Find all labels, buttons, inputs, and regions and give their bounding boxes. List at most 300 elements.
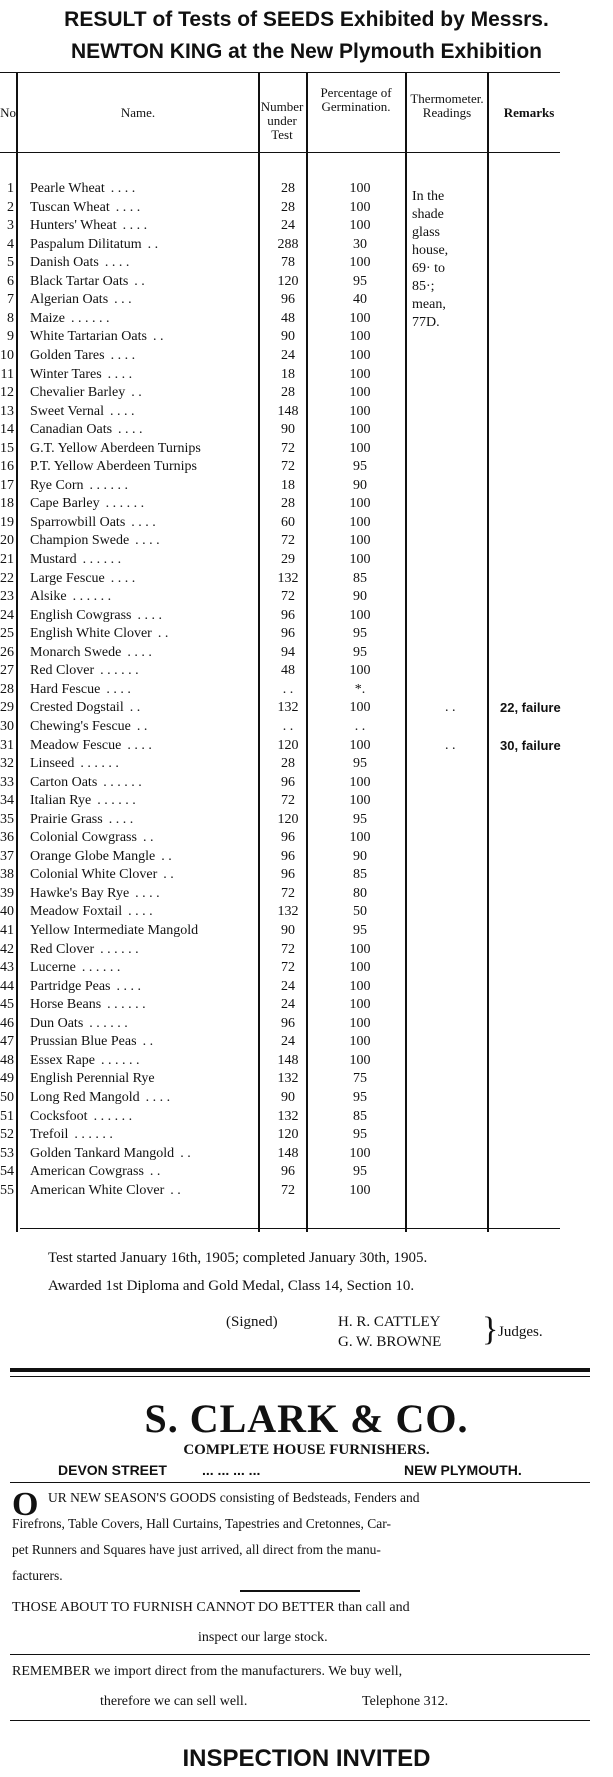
row-number: 19 [0, 514, 14, 530]
table-row [0, 291, 613, 309]
ad-paragraph-line: therefore we can sell well. [100, 1694, 248, 1709]
number-under-test: 28 [281, 496, 295, 512]
seed-name: Italian Rye [30, 793, 92, 809]
seed-name: Prussian Blue Peas [30, 1034, 137, 1050]
number-under-test: 72 [281, 533, 295, 549]
number-under-test: 148 [277, 1052, 299, 1068]
row-number: 3 [7, 218, 14, 234]
seed-name: Dun Oats [30, 1015, 84, 1031]
test-dates: Test started January 16th, 1905; completed January 30th, 1905. [48, 1250, 428, 1266]
leader-dots: . . . . [145, 1089, 171, 1105]
judges-label: Judges. [498, 1324, 543, 1340]
award-line: Awarded 1st Diploma and Gold Medal, Class 14, Section 10. [48, 1278, 415, 1294]
germination-percentage: 40 [353, 292, 367, 308]
row-number: 51 [0, 1108, 14, 1124]
germination-percentage: 100 [349, 941, 371, 957]
germination-percentage: 95 [353, 626, 367, 642]
header-no: No [0, 106, 16, 120]
table-row [0, 180, 613, 198]
table-row [0, 996, 613, 1014]
number-under-test: 90 [281, 422, 295, 438]
seed-name: Danish Oats [30, 255, 99, 271]
row-number: 1 [7, 181, 14, 196]
row-number: 42 [0, 941, 14, 957]
row-number: 15 [0, 440, 14, 456]
table-row [0, 458, 613, 476]
leader-dots: . . . . [135, 885, 160, 901]
leader-dots: . . . . . . [74, 1127, 113, 1143]
leader-dots: . . . . . . [89, 477, 128, 493]
table-row [0, 199, 613, 217]
number-under-test: 96 [281, 774, 295, 790]
number-under-test: 96 [281, 867, 295, 883]
thermometer-note-line: mean, [412, 297, 446, 312]
seed-name: G.T. Yellow Aberdeen Turnips [30, 440, 201, 456]
seed-name: Chevalier Barley [30, 385, 126, 401]
leader-dots: . . [161, 848, 172, 864]
leader-dots: . . . . . . [100, 1052, 140, 1068]
row-number: 25 [0, 626, 14, 642]
row-number: 7 [7, 292, 14, 308]
seed-name: Canadian Oats [30, 422, 113, 438]
seed-name: Partridge Peas [30, 978, 111, 994]
seed-name: Red Clover [30, 941, 95, 957]
germination-percentage: 95 [353, 1164, 367, 1180]
germination-percentage: 100 [349, 199, 371, 215]
header-percentage: Percentage of Germination. [320, 85, 392, 114]
germination-percentage: 80 [353, 885, 367, 901]
row-number: 55 [0, 1182, 14, 1198]
number-under-test: 18 [281, 477, 295, 493]
table-row [0, 737, 613, 755]
table-row [0, 681, 613, 699]
seed-name: Cocksfoot [30, 1108, 88, 1124]
ad-subtitle: COMPLETE HOUSE FURNISHERS. [183, 1442, 430, 1458]
table-row [0, 440, 613, 458]
number-under-test: 72 [281, 440, 295, 456]
row-number: 9 [7, 329, 14, 345]
number-under-test: 96 [281, 607, 295, 623]
ad-telephone: Telephone 312. [362, 1694, 449, 1709]
ad-paragraph-line: inspect our large stock. [198, 1630, 328, 1645]
row-number: 45 [0, 997, 14, 1013]
germination-percentage: 100 [349, 978, 371, 994]
seed-name: Trefoil [30, 1127, 69, 1143]
seed-name: English Cowgrass [30, 607, 132, 623]
row-number: 33 [0, 774, 14, 790]
germination-percentage: 100 [349, 737, 371, 753]
row-number: 24 [0, 607, 14, 623]
seed-name: Winter Tares [30, 366, 102, 382]
number-under-test: 48 [281, 663, 295, 679]
seed-name: Monarch Swede [30, 644, 122, 660]
row-number: 39 [0, 885, 14, 901]
germination-percentage: 95 [353, 273, 367, 289]
number-under-test: . . [282, 718, 294, 734]
germination-percentage: 100 [349, 366, 371, 382]
thermometer-note-line: In the [412, 189, 445, 204]
seed-name: Linseed [30, 756, 75, 772]
table-row [0, 273, 613, 291]
leader-dots: . . . . [107, 366, 133, 382]
header-thermometer: Thermometer. Readings [410, 91, 484, 120]
row-number: 31 [0, 737, 14, 753]
table-row [0, 829, 613, 847]
number-under-test: 28 [281, 756, 295, 772]
germination-percentage: 90 [353, 848, 367, 864]
leader-dots: . . . . . . [70, 310, 110, 326]
number-under-test: 132 [277, 570, 299, 586]
germination-percentage: 95 [353, 1127, 367, 1143]
table-row [0, 532, 613, 550]
table-row [0, 792, 613, 810]
row-number: 53 [0, 1145, 14, 1161]
seed-name: Carton Oats [30, 774, 98, 790]
thermometer-note-line: 77D. [412, 315, 440, 330]
seed-name: Paspalum Dilitatum [30, 236, 142, 252]
row-number: 13 [0, 403, 14, 419]
number-under-test: 29 [281, 552, 295, 567]
leader-dots: . . . . [131, 514, 156, 530]
germination-percentage: 30 [353, 236, 367, 252]
table-row [0, 588, 613, 606]
table-row [0, 366, 613, 384]
row-number: 23 [0, 589, 14, 605]
table-row [0, 495, 613, 513]
ad-paragraph-line: pet Runners and Squares have just arrived, all direct from the manu- [12, 1542, 381, 1557]
number-under-test: 24 [281, 997, 295, 1013]
leader-dots: . . . . . . [100, 663, 139, 679]
seed-name: Red Clover [30, 663, 95, 679]
leader-dots: . . [152, 329, 164, 345]
number-under-test: 78 [281, 255, 295, 271]
table-title-line-2: NEWTON KING at the New Plymouth Exhibition [71, 40, 542, 63]
table-top-rule [0, 72, 560, 73]
judge-2: G. W. BROWNE [338, 1334, 442, 1350]
ad-company-name: S. CLARK & CO. [144, 1396, 469, 1441]
number-under-test: 90 [281, 1089, 295, 1105]
leader-dots: . . [142, 1034, 154, 1050]
leader-dots: . . [170, 1182, 181, 1198]
leader-dots: . . . . [127, 737, 152, 753]
germination-percentage: 95 [353, 756, 367, 772]
table-row [0, 903, 613, 921]
leader-dots: . . . . [115, 199, 141, 215]
row-number: 14 [0, 422, 14, 438]
row-number: 2 [7, 199, 14, 215]
thermometer-note-line: 69· to [412, 261, 446, 276]
row-number: 6 [7, 273, 14, 289]
table-row [0, 1015, 613, 1033]
signed-label: (Signed) [226, 1314, 278, 1330]
table-row [0, 1052, 613, 1070]
leader-dots: . . [134, 273, 145, 289]
table-row [0, 885, 613, 903]
leader-dots: . . . . [108, 811, 134, 827]
leader-dots: . . . . . . [97, 793, 136, 809]
seed-name: American White Clover [30, 1182, 165, 1198]
ad-divider-thick [10, 1368, 590, 1372]
number-under-test: 96 [281, 626, 295, 642]
row-number: 8 [7, 310, 14, 326]
row-number: 29 [0, 700, 14, 716]
number-under-test: 120 [277, 811, 299, 827]
number-under-test: 72 [281, 589, 295, 605]
germination-percentage: 100 [349, 385, 371, 401]
row-number: 50 [0, 1089, 14, 1105]
number-under-test: 60 [281, 514, 295, 530]
table-row [0, 570, 613, 588]
row-number: 43 [0, 960, 14, 976]
germination-percentage: 100 [349, 329, 371, 345]
germination-percentage: 100 [349, 440, 371, 456]
germination-percentage: 100 [349, 422, 371, 438]
leader-dots: . . . . [110, 570, 136, 586]
table-row [0, 384, 613, 402]
number-under-test: 72 [281, 885, 295, 901]
thermometer-reading: . . [445, 700, 456, 716]
number-under-test: 132 [277, 700, 299, 716]
table-row [0, 1126, 613, 1144]
table-row [0, 644, 613, 662]
leader-dots: . . . . . . [81, 960, 121, 976]
row-number: 16 [0, 459, 14, 475]
ad-paragraph-line: UR NEW SEASON'S GOODS consisting of Bedsteads, Fenders and [48, 1490, 420, 1505]
table-row [0, 514, 613, 532]
thermometer-note-line: shade [412, 207, 444, 222]
leader-dots: . . . . [127, 644, 152, 660]
number-under-test: 132 [277, 1071, 299, 1087]
number-under-test: 148 [277, 1145, 299, 1161]
row-number: 35 [0, 811, 14, 827]
seed-name: Meadow Fescue [30, 737, 122, 753]
table-row [0, 922, 613, 940]
row-number: 48 [0, 1052, 14, 1068]
table-row [0, 607, 613, 625]
seed-name: Large Fescue [30, 570, 105, 586]
seed-name: Colonial Cowgrass [30, 830, 137, 846]
seed-name: American Cowgrass [30, 1164, 144, 1180]
row-number: 32 [0, 756, 14, 772]
seed-name: Hard Fescue [30, 681, 101, 697]
leader-dots: . . . . [104, 255, 130, 271]
number-under-test: 90 [281, 923, 295, 938]
number-under-test: 24 [281, 1034, 295, 1050]
row-number: 18 [0, 496, 14, 512]
leader-dots: . . [157, 626, 169, 642]
seed-name: Sweet Vernal [30, 403, 104, 419]
row-number: 21 [0, 552, 14, 567]
germination-percentage: 90 [353, 477, 367, 493]
germination-percentage: 100 [349, 774, 371, 790]
table-row [0, 328, 613, 346]
seed-name: English Perennial Rye [30, 1071, 155, 1087]
leader-dots: . . . . [137, 607, 162, 623]
leader-dots: . . . . . . [89, 1015, 128, 1031]
germination-percentage: 100 [349, 1145, 371, 1161]
germination-percentage: 100 [349, 514, 371, 530]
row-number: 49 [0, 1071, 14, 1087]
germination-percentage: 100 [349, 403, 371, 419]
seed-name: Cape Barley [30, 496, 100, 512]
row-number: 52 [0, 1127, 14, 1143]
germination-percentage: 100 [349, 533, 371, 549]
leader-dots: . . . . [110, 181, 136, 196]
leader-dots: . . [136, 718, 148, 734]
header-remarks: Remarks [503, 105, 555, 120]
table-row [0, 662, 613, 680]
thermometer-reading: . . [445, 737, 456, 753]
table-title-line-1: RESULT of Tests of SEEDS Exhibited by Messrs. [64, 8, 549, 31]
number-under-test: 120 [277, 737, 299, 753]
leader-dots: . . . . [116, 978, 141, 994]
table-row [0, 347, 613, 365]
number-under-test: 120 [277, 1127, 299, 1143]
ad-street-dots: ... ... ... ... [202, 1462, 261, 1478]
germination-percentage: 90 [353, 589, 367, 605]
number-under-test: 96 [281, 1015, 295, 1031]
table-row [0, 403, 613, 421]
germination-percentage: 95 [353, 644, 367, 660]
seed-name: Crested Dogstail [30, 700, 124, 716]
table-row [0, 254, 613, 272]
seed-name: Tuscan Wheat [30, 199, 110, 215]
seed-name: Pearle Wheat [30, 181, 105, 196]
seed-name: Alsike [30, 589, 67, 605]
seed-name: Horse Beans [30, 997, 102, 1013]
thermometer-note-line: glass [412, 225, 440, 240]
number-under-test: 28 [281, 181, 295, 196]
table-row [0, 1163, 613, 1181]
germination-percentage: . . [354, 718, 366, 734]
seed-name: Black Tartar Oats [30, 273, 129, 289]
header-number: Number under Test [260, 99, 304, 142]
number-under-test: 28 [281, 385, 295, 401]
seed-name: Long Red Mangold [30, 1089, 140, 1105]
number-under-test: 72 [281, 960, 295, 976]
germination-percentage: 100 [349, 997, 371, 1013]
leader-dots: . . . . . . [105, 496, 145, 512]
germination-percentage: 100 [349, 255, 371, 271]
germination-percentage: 95 [353, 811, 367, 827]
germination-percentage: 100 [349, 830, 371, 846]
germination-percentage: 75 [353, 1071, 367, 1087]
row-number: 11 [0, 366, 14, 382]
germination-percentage: 100 [349, 496, 371, 512]
row-number: 17 [0, 477, 14, 493]
leader-dots: . . . . [110, 347, 136, 363]
germination-percentage: 100 [349, 663, 371, 679]
leader-dots: . . . . . . [93, 1108, 133, 1124]
row-number: 37 [0, 848, 14, 864]
remarks: 30, failure [500, 737, 561, 753]
seed-name: Hawke's Bay Rye [30, 885, 130, 901]
table-row [0, 959, 613, 977]
germination-percentage: 100 [349, 793, 371, 809]
leader-dots: . . . . [110, 403, 135, 419]
table-row [0, 774, 613, 792]
leader-dots: . . [163, 867, 174, 883]
table-row [0, 866, 613, 884]
ad-paragraph-line: Firefrons, Table Covers, Hall Curtains, Tapestries and Cretonnes, Car- [12, 1516, 392, 1531]
row-number: 34 [0, 793, 14, 809]
table-row [0, 755, 613, 773]
row-number: 22 [0, 570, 14, 586]
number-under-test: 96 [281, 1164, 295, 1180]
table-row [0, 848, 613, 866]
number-under-test: 148 [277, 403, 299, 419]
seed-name: Essex Rape [30, 1052, 95, 1068]
number-under-test: 72 [281, 941, 295, 957]
number-under-test: 72 [281, 793, 295, 809]
germination-percentage: 100 [349, 960, 371, 976]
germination-percentage: 95 [353, 923, 367, 938]
table-row [0, 217, 613, 235]
ad-banner: INSPECTION INVITED [182, 1745, 431, 1772]
germination-percentage: 100 [349, 552, 371, 567]
row-number: 44 [0, 978, 14, 994]
row-number: 40 [0, 904, 14, 920]
germination-percentage: 100 [349, 700, 371, 716]
leader-dots: . . [149, 1164, 161, 1180]
thermometer-note-line: 85·; [412, 279, 435, 294]
seed-name: Hunters' Wheat [30, 218, 117, 234]
germination-percentage: 50 [353, 904, 367, 920]
leader-dots: . . [180, 1145, 191, 1161]
seed-name: Meadow Foxtail [30, 904, 123, 920]
leader-dots: . . . . [128, 904, 153, 920]
table-row [0, 551, 613, 569]
table-row [0, 978, 613, 996]
germination-percentage: 85 [353, 1108, 367, 1124]
table-row [0, 1108, 613, 1126]
germination-percentage: 95 [353, 459, 367, 475]
leader-dots: . . [131, 385, 142, 401]
number-under-test: 120 [277, 273, 299, 289]
row-number: 27 [0, 663, 14, 679]
ad-town: NEW PLYMOUTH. [404, 1462, 522, 1478]
row-number: 10 [0, 347, 14, 363]
seed-name: Lucerne [30, 960, 76, 976]
leader-dots: . . . . [122, 218, 148, 234]
leader-dots: . . . . . . [103, 774, 142, 790]
number-under-test: . . [282, 681, 294, 697]
row-number: 30 [0, 718, 14, 734]
row-number: 4 [7, 236, 14, 252]
row-number: 38 [0, 867, 14, 883]
row-number: 47 [0, 1034, 14, 1050]
table-row [0, 1145, 613, 1163]
leader-dots: . . . [114, 292, 132, 308]
table-row [0, 477, 613, 495]
leader-dots: . . . . . . [107, 997, 146, 1013]
row-number: 20 [0, 533, 14, 549]
germination-percentage: 100 [349, 181, 371, 196]
judge-brace: } [482, 1311, 499, 1348]
germination-percentage: 100 [349, 1015, 371, 1031]
ad-dropcap: O [12, 1486, 39, 1523]
ad-paragraph-line: THOSE ABOUT TO FURNISH CANNOT DO BETTER than call and [12, 1600, 410, 1615]
number-under-test: 288 [277, 236, 299, 252]
leader-dots: . . [129, 700, 141, 716]
seed-name: English White Clover [30, 626, 152, 642]
seed-name: Orange Globe Mangle [30, 848, 156, 864]
number-under-test: 24 [281, 347, 295, 363]
table-bottom-rule [20, 1228, 560, 1229]
leader-dots: . . [147, 236, 159, 252]
leader-dots: . . . . [106, 681, 131, 697]
germination-percentage: 100 [349, 1034, 371, 1050]
